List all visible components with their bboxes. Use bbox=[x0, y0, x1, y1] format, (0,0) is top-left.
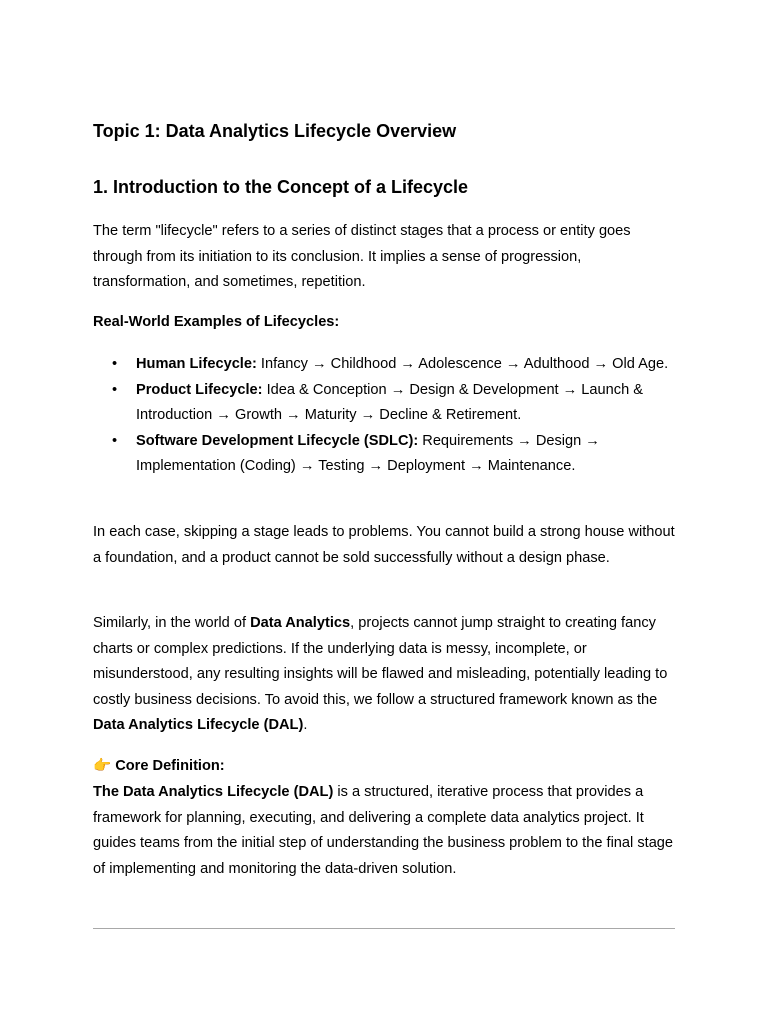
similarly-paragraph bbox=[93, 611, 675, 739]
example-label: Product Lifecycle: bbox=[136, 381, 263, 398]
similarly-text-2: , projects cannot jump straight to creating fancy charts or complex predictions. If the underlying data is messy, incomplete, or misunderstood, any resulting insights will be flawed and misleading, potentially leading to costly business decisions. To avoid this, we follow a structured framework known as the bbox=[93, 615, 668, 708]
bullet-icon: • bbox=[112, 356, 118, 372]
dal-term: Data Analytics Lifecycle (DAL) bbox=[93, 717, 304, 733]
list-item bbox=[93, 429, 675, 480]
bullet-icon: • bbox=[112, 381, 118, 398]
similarly-text-1: Similarly, in the world of bbox=[93, 615, 251, 631]
intro-paragraph: The term "lifecycle" refers to a series of distinct stages that a process or entity goes through from its initiation to its conclusion. It implies a sense of progression, transformation, and sometimes, repetition. bbox=[93, 223, 631, 290]
lifecycle-examples-list bbox=[93, 352, 675, 480]
examples-heading: Real-World Examples of Lifecycles: bbox=[93, 314, 340, 330]
data-analytics-term: Data Analytics bbox=[250, 615, 351, 631]
example-text: Infancy → Childhood → Adolescence → Adulthood → Old Age. bbox=[256, 356, 669, 372]
core-definition-term: The Data Analytics Lifecycle (DAL) bbox=[93, 784, 334, 800]
case-paragraph: In each case, skipping a stage leads to problems. You cannot build a strong house without a foundation, and a product cannot be sold successfully without a design phase. bbox=[93, 524, 675, 566]
section-title: 1. Introduction to the Concept of a Lifecycle bbox=[93, 177, 469, 197]
similarly-text-3: . bbox=[303, 717, 308, 733]
example-label: Software Development Lifecycle (SDLC): bbox=[136, 432, 419, 449]
example-text: Requirements → Design → Implementation (Coding) → Testing → Deployment → Maintenance. bbox=[136, 432, 600, 474]
example-label: Human Lifecycle: bbox=[136, 356, 257, 372]
example-text: Idea & Conception → Design & Development → Launch & Introduction → Growth → Maturity → Decline & Retirement. bbox=[136, 381, 643, 423]
topic-title: Topic 1: Data Analytics Lifecycle Overview bbox=[93, 121, 457, 141]
list-item bbox=[93, 378, 675, 429]
core-definition-body bbox=[93, 780, 675, 882]
horizontal-divider bbox=[93, 928, 675, 929]
core-definition-heading: 👉 Core Definition: bbox=[93, 758, 225, 774]
core-definition-text: is a structured, iterative process that provides a framework for planning, executing, and delivering a complete data analytics project. It guides teams from the initial step of understanding the business problem to the final stage of implementing and monitoring the data-driven solution. bbox=[93, 784, 674, 877]
list-item bbox=[93, 352, 675, 378]
bullet-icon: • bbox=[112, 432, 118, 449]
